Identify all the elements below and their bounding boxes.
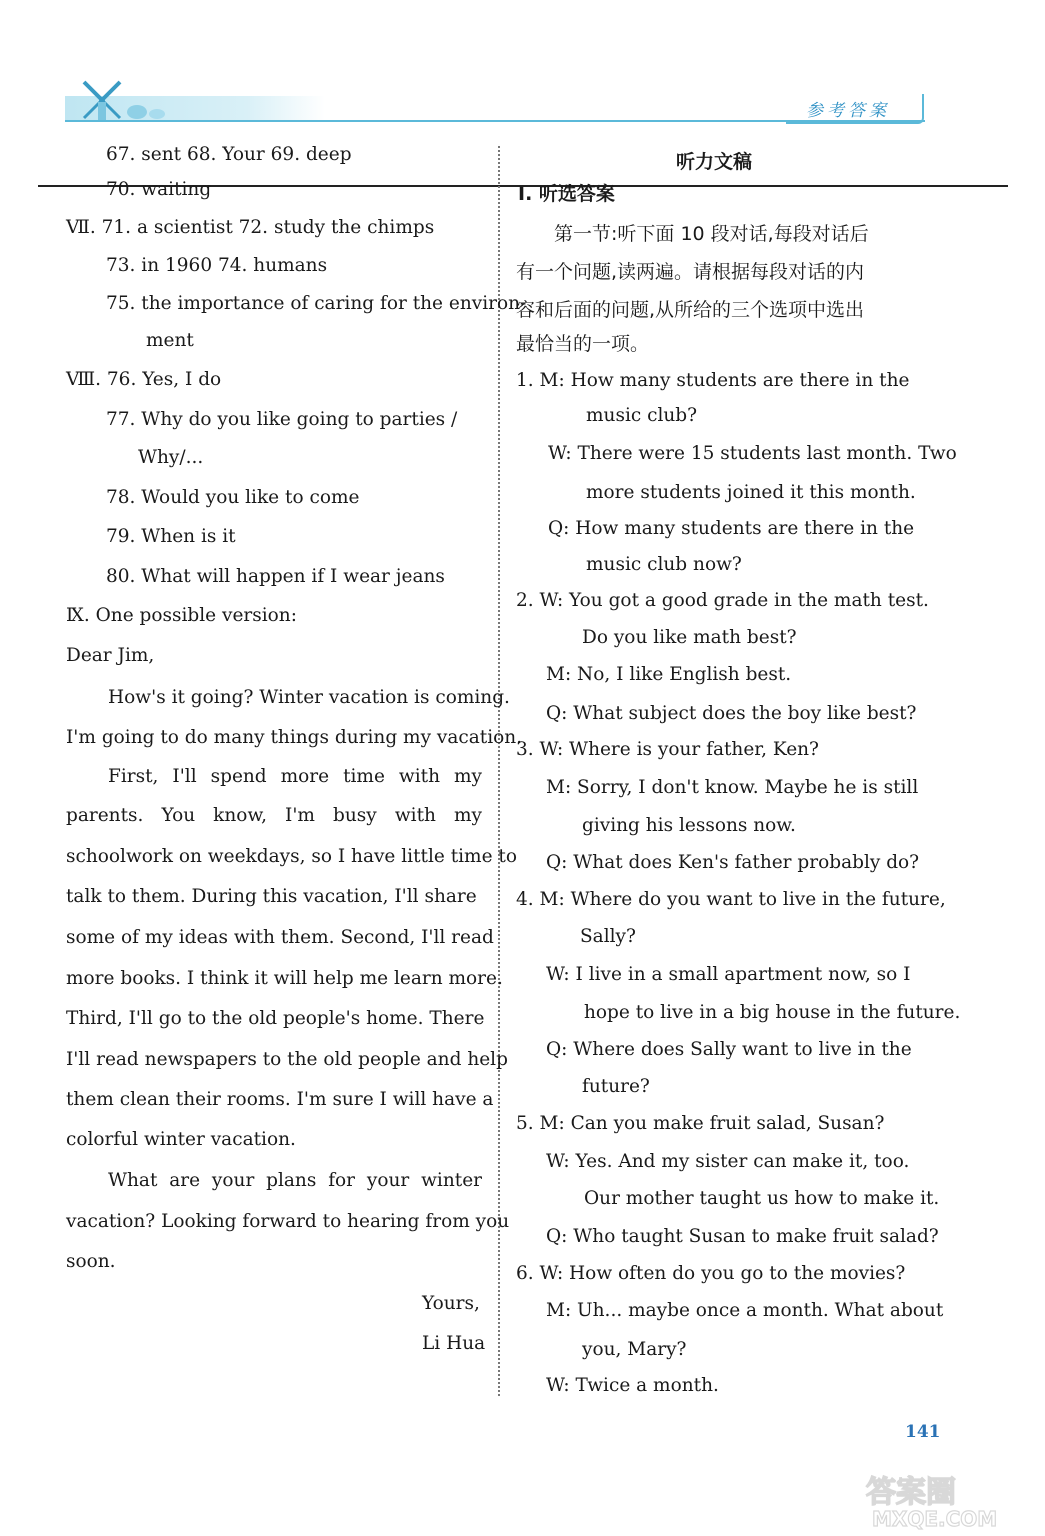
letter-line: First, I'll spend more time with my bbox=[108, 766, 482, 787]
dialogue-line: Q: What does Ken's father probably do? bbox=[546, 852, 920, 873]
dialogue-line: M: Uh... maybe once a month. What about bbox=[546, 1300, 944, 1321]
letter-line: colorful winter vacation. bbox=[66, 1129, 296, 1150]
dialogue-line: W: I live in a small apartment now, so I bbox=[546, 964, 911, 985]
answer-line: Ⅶ. 71. a scientist 72. study the chimps bbox=[66, 217, 435, 238]
instruction-line: 最恰当的一项。 bbox=[516, 333, 650, 355]
dialogue-line: W: Yes. And my sister can make it, too. bbox=[546, 1151, 910, 1172]
answer-line: 75. the importance of caring for the environ- bbox=[106, 293, 527, 314]
dialogue-line: future? bbox=[582, 1076, 650, 1097]
answer-line: 78. Would you like to come bbox=[106, 487, 360, 508]
dialogue-line: Q: Where does Sally want to live in the bbox=[546, 1039, 912, 1060]
letter-line: soon. bbox=[66, 1251, 116, 1272]
letter-line: more books. I think it will help me learn more. bbox=[66, 968, 503, 989]
answer-line: ment bbox=[146, 330, 194, 351]
column-divider bbox=[498, 146, 500, 1396]
dialogue-line: W: There were 15 students last month. Two bbox=[548, 443, 957, 464]
dialogue-line: M: No, I like English best. bbox=[546, 664, 792, 685]
instruction-line: 容和后面的问题,从所给的三个选项中选出 bbox=[516, 299, 865, 321]
instruction-line: 有一个问题,读两遍。请根据每段对话的内 bbox=[516, 261, 865, 283]
letter-line: some of my ideas with them. Second, I'll read bbox=[66, 927, 494, 948]
dialogue-line: M: Sorry, I don't know. Maybe he is still bbox=[546, 777, 919, 798]
dialogue-line: 4. M: Where do you want to live in the future, bbox=[516, 889, 946, 910]
dialogue-line: hope to live in a big house in the future. bbox=[584, 1002, 961, 1023]
letter-line: talk to them. During this vacation, I'll share bbox=[66, 886, 477, 907]
dialogue-line: you, Mary? bbox=[582, 1339, 687, 1360]
letter-closing: Yours, bbox=[422, 1293, 480, 1314]
dialogue-line: 2. W: You got a good grade in the math test. bbox=[516, 590, 929, 611]
dialogue-line: Do you like math best? bbox=[582, 627, 797, 648]
header-tag bbox=[786, 94, 924, 124]
letter-line: I'm going to do many things during my vacation. bbox=[66, 727, 523, 748]
letter-line: them clean their rooms. I'm sure I will have a bbox=[66, 1089, 494, 1110]
section-title: 听力文稿 bbox=[676, 151, 753, 173]
letter-line: vacation? Looking forward to hearing from you bbox=[66, 1211, 510, 1232]
letter-line: How's it going? Winter vacation is coming. bbox=[108, 687, 510, 708]
windmill-logo bbox=[72, 78, 172, 122]
watermark-logo bbox=[862, 1470, 1032, 1530]
dialogue-line: Q: What subject does the boy like best? bbox=[546, 703, 917, 724]
dialogue-line: giving his lessons now. bbox=[582, 815, 796, 836]
dialogue-line: 3. W: Where is your father, Ken? bbox=[516, 739, 819, 760]
dialogue-line: 5. M: Can you make fruit salad, Susan? bbox=[516, 1113, 885, 1134]
page-number: 141 bbox=[905, 1422, 941, 1442]
letter-line: Third, I'll go to the old people's home. There bbox=[66, 1008, 485, 1029]
dialogue-line: W: Twice a month. bbox=[546, 1375, 719, 1396]
answer-line: Ⅷ. 76. Yes, I do bbox=[66, 369, 222, 390]
svg-text:答案圈: 答案圈 bbox=[866, 1475, 956, 1510]
dialogue-line: Sally? bbox=[580, 926, 636, 947]
dialogue-line: music club now? bbox=[586, 554, 742, 575]
instruction-line: 第一节:听下面 10 段对话,每段对话后 bbox=[554, 223, 869, 245]
dialogue-line: 1. M: How many students are there in the bbox=[516, 370, 910, 391]
letter-line: I'll read newspapers to the old people and help bbox=[66, 1049, 508, 1070]
dialogue-line: music club? bbox=[586, 405, 698, 426]
letter-line: schoolwork on weekdays, so I have little time to bbox=[66, 846, 517, 867]
answer-line: Ⅸ. One possible version: bbox=[66, 605, 297, 626]
svg-text:MXQE.COM: MXQE.COM bbox=[872, 1507, 998, 1530]
letter-salutation: Dear Jim, bbox=[66, 645, 155, 666]
dialogue-line: more students joined it this month. bbox=[586, 482, 916, 503]
answer-line: 67. sent 68. Your 69. deep bbox=[106, 144, 352, 165]
dialogue-line: Q: How many students are there in the bbox=[548, 518, 915, 539]
dialogue-line: Our mother taught us how to make it. bbox=[584, 1188, 940, 1209]
answer-line: 77. Why do you like going to parties / bbox=[106, 409, 458, 430]
dialogue-line: 6. W: How often do you go to the movies? bbox=[516, 1263, 906, 1284]
header-tag-label: 参考答案 bbox=[806, 101, 890, 121]
letter-line: parents. You know, I'm busy with my bbox=[66, 805, 482, 826]
answer-line: 79. When is it bbox=[106, 526, 236, 547]
answer-line: 70. waiting bbox=[106, 179, 212, 200]
answer-line: 73. in 1960 74. humans bbox=[106, 255, 328, 276]
answer-line: Why/... bbox=[138, 447, 204, 468]
letter-line: What are your plans for your winter bbox=[108, 1170, 482, 1191]
dialogue-line: Q: Who taught Susan to make fruit salad? bbox=[546, 1226, 939, 1247]
section-heading: Ⅰ. 听选答案 bbox=[518, 183, 615, 205]
answer-line: 80. What will happen if I wear jeans bbox=[106, 566, 445, 587]
letter-signature: Li Hua bbox=[422, 1333, 486, 1354]
